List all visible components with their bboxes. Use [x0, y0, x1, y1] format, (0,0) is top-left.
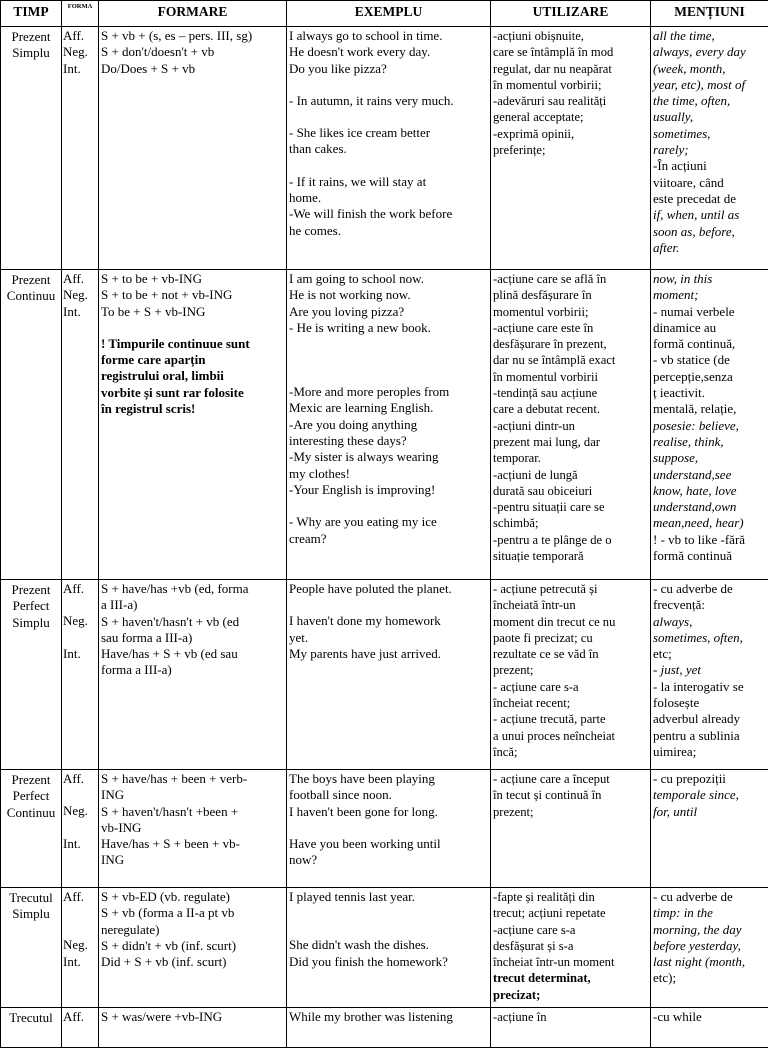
- utilizare-line: moment din trecut ce nu: [493, 614, 648, 630]
- tense-name: [1, 770, 62, 888]
- utilizare-line: desfășurat și s-a: [493, 938, 648, 954]
- mentiuni-line: formă continuă: [653, 548, 766, 564]
- utilizare-line: general acceptate;: [493, 109, 648, 125]
- forma-line: Aff.: [63, 771, 98, 787]
- timp-line: Perfect: [3, 598, 59, 614]
- formation-cell: [99, 770, 287, 888]
- formare-line: S + vb (forma a II-a pt vb: [101, 905, 284, 921]
- mentiuni-line: folosește: [653, 695, 766, 711]
- formare-line: forma a III-a): [101, 662, 284, 678]
- mentiuni-line: suppose,: [653, 450, 766, 466]
- utilizare-line: -tendință sau acțiune: [493, 385, 648, 401]
- blank-line: [289, 352, 488, 368]
- blank-line: [63, 787, 98, 803]
- mentiuni-line: dinamice au: [653, 320, 766, 336]
- mentiuni-line: - cu prepoziții: [653, 771, 766, 787]
- formare-line: S + don't/doesn't + vb: [101, 44, 284, 60]
- header-exemplu: EXEMPLU: [287, 1, 491, 27]
- timp-line: Prezent: [3, 582, 59, 598]
- forma-line: Neg.: [63, 803, 98, 819]
- exemplu-line: -Are you doing anything: [289, 417, 488, 433]
- utilizare-line: trecut; acțiuni repetate: [493, 905, 648, 921]
- utilizare-line: - acțiune care a început: [493, 771, 648, 787]
- mentiuni-line: etc);: [653, 970, 766, 986]
- example-cell: [287, 770, 491, 888]
- timp-line: Perfect: [3, 788, 59, 804]
- exemplu-line: than cakes.: [289, 141, 488, 157]
- mentiuni-line: - cu adverbe de: [653, 889, 766, 905]
- timp-line: Prezent: [3, 29, 59, 45]
- exemplu-line: The boys have been playing: [289, 771, 488, 787]
- mentiuni-line: if, when, until as: [653, 207, 766, 223]
- formare-line: S + haven't/hasn't +been +: [101, 804, 284, 820]
- exemplu-line: cream?: [289, 531, 488, 547]
- continuous-note-line: forme care aparțin: [101, 352, 284, 368]
- mentiuni-line: - la interogativ se: [653, 679, 766, 695]
- exemplu-line: I haven't done my homework: [289, 613, 488, 629]
- tense-name: [1, 580, 62, 770]
- mentiuni-line: moment;: [653, 287, 766, 303]
- formare-line: S + vb-ED (vb. regulate): [101, 889, 284, 905]
- mentiuni-line: before yesterday,: [653, 938, 766, 954]
- utilizare-line: prezent mai lung, dar: [493, 434, 648, 450]
- usage-cell: [491, 1008, 651, 1048]
- formare-line: S + was/were +vb-ING: [101, 1009, 284, 1025]
- formare-line: S + haven't/hasn't + vb (ed: [101, 614, 284, 630]
- timp-line: Trecutul: [3, 890, 59, 906]
- mentiuni-line: formă continuă,: [653, 336, 766, 352]
- mentiuni-line: percepție,senza: [653, 369, 766, 385]
- mentiuni-line: timp: in the: [653, 905, 766, 921]
- mentiuni-line: after.: [653, 240, 766, 256]
- exemplu-line: -My sister is always wearing: [289, 449, 488, 465]
- utilizare-line: preferințe;: [493, 142, 648, 158]
- mentiuni-line: now, in this: [653, 271, 766, 287]
- tense-row: [1, 770, 768, 888]
- formare-line: S + vb + (s, es – pers. III, sg): [101, 28, 284, 44]
- formare-line: neregulate): [101, 922, 284, 938]
- forma-line: Neg.: [63, 937, 98, 953]
- exemplu-line: Have you been working until: [289, 836, 488, 852]
- exemplu-line: Did you finish the homework?: [289, 954, 488, 970]
- mentiuni-line: morning, the day: [653, 922, 766, 938]
- example-cell: [287, 1008, 491, 1048]
- blank-line: [289, 498, 488, 514]
- exemplu-line: He doesn't work every day.: [289, 44, 488, 60]
- utilizare-line: regulat, dar nu neapărat: [493, 61, 648, 77]
- formare-line: a III-a): [101, 597, 284, 613]
- tense-name: [1, 1008, 62, 1048]
- mentiuni-line: temporale since,: [653, 787, 766, 803]
- mentiuni-line: ț ieactivit.: [653, 385, 766, 401]
- utilizare-line: schimbă;: [493, 515, 648, 531]
- mentiuni-line: always,: [653, 614, 766, 630]
- forma-line: Int.: [63, 836, 98, 852]
- utilizare-line: care se întâmplă în mod: [493, 44, 648, 60]
- forma-line: Aff.: [63, 28, 98, 44]
- exemplu-line: -More and more peroples from: [289, 384, 488, 400]
- utilizare-line: -acțiune care este în: [493, 320, 648, 336]
- continuous-note-line: registrului oral, limbii: [101, 368, 284, 384]
- formation-cell: [99, 580, 287, 770]
- exemplu-line: Are you loving pizza?: [289, 304, 488, 320]
- notes-cell: [651, 27, 768, 270]
- mentiuni-line: posesie: believe,: [653, 418, 766, 434]
- continuous-note-line: în registrul scris!: [101, 401, 284, 417]
- header-row: [1, 1, 768, 27]
- notes-cell: [651, 770, 768, 888]
- mentiuni-line: uimirea;: [653, 744, 766, 760]
- header-forma: FORMA: [62, 1, 99, 27]
- formation-cell: [99, 888, 287, 1008]
- mentiuni-line: etc;: [653, 646, 766, 662]
- mentiuni-line: adverbul already: [653, 711, 766, 727]
- form-type: [62, 770, 99, 888]
- timp-line: Continuu: [3, 805, 59, 821]
- utilizare-line: prezent;: [493, 662, 648, 678]
- blank-line: [289, 368, 488, 384]
- mentiuni-line: - just, yet: [653, 662, 766, 678]
- utilizare-line: care a debutat recent.: [493, 401, 648, 417]
- exemplu-line: now?: [289, 852, 488, 868]
- exemplu-line: football since noon.: [289, 787, 488, 803]
- mentiuni-line: all the time,: [653, 28, 766, 44]
- utilizare-line: - acțiune care s-a: [493, 679, 648, 695]
- mentiuni-line: mean,need, hear): [653, 515, 766, 531]
- formation-cell: [99, 270, 287, 580]
- exemplu-line: - In autumn, it rains very much.: [289, 93, 488, 109]
- utilizare-line: desfășurare în prezent,: [493, 336, 648, 352]
- usage-cell: [491, 270, 651, 580]
- mentiuni-line: - numai verbele: [653, 304, 766, 320]
- utilizare-line: încheiat recent;: [493, 695, 648, 711]
- tense-name: [1, 27, 62, 270]
- utilizare-line: durată sau obiceiuri: [493, 483, 648, 499]
- utilizare-line: precizat;: [493, 987, 648, 1003]
- form-type: [62, 888, 99, 1008]
- utilizare-line: momentul vorbirii;: [493, 304, 648, 320]
- mentiuni-line: ! - vb to like -fără: [653, 532, 766, 548]
- blank-line: [101, 320, 284, 336]
- timp-line: Trecutul: [3, 1010, 59, 1026]
- exemplu-line: I am going to school now.: [289, 271, 488, 287]
- blank-line: [63, 921, 98, 937]
- tense-row: [1, 888, 768, 1008]
- example-cell: [287, 580, 491, 770]
- formation-cell: [99, 27, 287, 270]
- notes-cell: [651, 888, 768, 1008]
- exemplu-line: While my brother was listening: [289, 1009, 488, 1025]
- mentiuni-line: for, until: [653, 804, 766, 820]
- mentiuni-line: soon as, before,: [653, 224, 766, 240]
- blank-line: [289, 921, 488, 937]
- utilizare-line: situație temporară: [493, 548, 648, 564]
- utilizare-line: plină desfășurare în: [493, 287, 648, 303]
- utilizare-line: încheiată într-un: [493, 597, 648, 613]
- blank-line: [63, 630, 98, 646]
- exemplu-line: -Your English is improving!: [289, 482, 488, 498]
- form-type: [62, 580, 99, 770]
- example-cell: [287, 888, 491, 1008]
- forma-line: Neg.: [63, 613, 98, 629]
- utilizare-line: prezent;: [493, 804, 648, 820]
- formare-line: vb-ING: [101, 820, 284, 836]
- usage-cell: [491, 770, 651, 888]
- exemplu-line: Do you like pizza?: [289, 61, 488, 77]
- mentiuni-line: year, etc), most of: [653, 77, 766, 93]
- form-type: [62, 1008, 99, 1048]
- usage-cell: [491, 888, 651, 1008]
- mentiuni-line: frecvență:: [653, 597, 766, 613]
- formare-line: S + to be + not + vb-ING: [101, 287, 284, 303]
- exemplu-line: People have poluted the planet.: [289, 581, 488, 597]
- tense-row: [1, 580, 768, 770]
- utilizare-line: -pentru a te plânge de o: [493, 532, 648, 548]
- formare-line: sau forma a III-a): [101, 630, 284, 646]
- forma-line: Aff.: [63, 271, 98, 287]
- usage-cell: [491, 580, 651, 770]
- exemplu-line: I haven't been gone for long.: [289, 804, 488, 820]
- forma-line: Int.: [63, 954, 98, 970]
- exemplu-line: I always go to school in time.: [289, 28, 488, 44]
- utilizare-line: -acțiune în: [493, 1009, 648, 1025]
- utilizare-line: -adevăruri sau realități: [493, 93, 648, 109]
- formare-line: Have/has + S + vb (ed sau: [101, 646, 284, 662]
- tense-name: [1, 888, 62, 1008]
- utilizare-line: în tecut și continuă în: [493, 787, 648, 803]
- header-mentiuni: MENȚIUNI: [651, 1, 768, 27]
- tense-row: [1, 1008, 768, 1048]
- forma-line: Int.: [63, 646, 98, 662]
- blank-line: [63, 820, 98, 836]
- mentiuni-line: understand,see: [653, 467, 766, 483]
- formare-line: Do/Does + S + vb: [101, 61, 284, 77]
- utilizare-line: -acțiuni de lungă: [493, 467, 648, 483]
- mentiuni-line: (week, month,: [653, 61, 766, 77]
- utilizare-line: dar nu se întâmplă exact: [493, 352, 648, 368]
- mentiuni-line: sometimes, often,: [653, 630, 766, 646]
- utilizare-line: în momentul vorbirii;: [493, 77, 648, 93]
- blank-line: [289, 905, 488, 921]
- exemplu-line: yet.: [289, 630, 488, 646]
- forma-line: Int.: [63, 304, 98, 320]
- mentiuni-line: usually,: [653, 109, 766, 125]
- utilizare-line: -acțiuni dintr-un: [493, 418, 648, 434]
- continuous-note-line: ! Timpurile continuue sunt: [101, 336, 284, 352]
- mentiuni-line: realise, think,: [653, 434, 766, 450]
- timp-line: Simplu: [3, 615, 59, 631]
- timp-line: Simplu: [3, 45, 59, 61]
- mentiuni-line: - vb statice (de: [653, 352, 766, 368]
- exemplu-line: She didn't wash the dishes.: [289, 937, 488, 953]
- exemplu-line: my clothes!: [289, 466, 488, 482]
- blank-line: [289, 77, 488, 93]
- form-type: [62, 270, 99, 580]
- exemplu-line: Mexic are learning English.: [289, 400, 488, 416]
- formare-line: S + have/has +vb (ed, forma: [101, 581, 284, 597]
- blank-line: [63, 905, 98, 921]
- mentiuni-line: -În acțiuni: [653, 158, 766, 174]
- utilizare-line: încă;: [493, 744, 648, 760]
- mentiuni-line: pentru a sublinia: [653, 728, 766, 744]
- mentiuni-line: last night (month,: [653, 954, 766, 970]
- utilizare-line: încheiat într-un moment: [493, 954, 648, 970]
- example-cell: [287, 270, 491, 580]
- utilizare-line: - acțiune petrecută și: [493, 581, 648, 597]
- utilizare-line: -pentru situații care se: [493, 499, 648, 515]
- mentiuni-line: always, every day: [653, 44, 766, 60]
- blank-line: [289, 597, 488, 613]
- header-timp: TIMP: [1, 1, 62, 27]
- formation-cell: [99, 1008, 287, 1048]
- utilizare-line: în momentul vorbirii: [493, 369, 648, 385]
- header-utilizare: UTILIZARE: [491, 1, 651, 27]
- forma-line: Aff.: [63, 581, 98, 597]
- utilizare-line: - acțiune trecută, parte: [493, 711, 648, 727]
- formare-line: S + to be + vb-ING: [101, 271, 284, 287]
- utilizare-line: trecut determinat,: [493, 970, 648, 986]
- utilizare-line: -exprimă opinii,: [493, 126, 648, 142]
- continuous-note-line: vorbite și sunt rar folosite: [101, 385, 284, 401]
- exemplu-line: My parents have just arrived.: [289, 646, 488, 662]
- forma-line: Neg.: [63, 287, 98, 303]
- formare-line: Have/has + S + been + vb-: [101, 836, 284, 852]
- utilizare-line: -fapte și realități din: [493, 889, 648, 905]
- mentiuni-line: rarely;: [653, 142, 766, 158]
- notes-cell: [651, 270, 768, 580]
- tense-row: [1, 270, 768, 580]
- example-cell: [287, 27, 491, 270]
- formare-line: To be + S + vb-ING: [101, 304, 284, 320]
- forma-line: Int.: [63, 61, 98, 77]
- blank-line: [289, 336, 488, 352]
- mentiuni-line: viitoare, când: [653, 175, 766, 191]
- mentiuni-line: sometimes,: [653, 126, 766, 142]
- mentiuni-line: understand,own: [653, 499, 766, 515]
- exemplu-line: he comes.: [289, 223, 488, 239]
- mentiuni-line: the time, often,: [653, 93, 766, 109]
- mentiuni-line: mentală, relație,: [653, 401, 766, 417]
- utilizare-line: -acțiuni obișnuite,: [493, 28, 648, 44]
- utilizare-line: rezultate ce se văd în: [493, 646, 648, 662]
- formare-line: S + have/has + been + verb-: [101, 771, 284, 787]
- timp-line: Continuu: [3, 288, 59, 304]
- utilizare-line: paote fi precizat; cu: [493, 630, 648, 646]
- exemplu-line: - Why are you eating my ice: [289, 514, 488, 530]
- formare-line: S + didn't + vb (inf. scurt): [101, 938, 284, 954]
- exemplu-line: He is not working now.: [289, 287, 488, 303]
- formare-line: ING: [101, 852, 284, 868]
- timp-line: Prezent: [3, 272, 59, 288]
- mentiuni-line: este precedat de: [653, 191, 766, 207]
- utilizare-line: -acțiune care s-a: [493, 922, 648, 938]
- exemplu-line: I played tennis last year.: [289, 889, 488, 905]
- blank-line: [289, 158, 488, 174]
- blank-line: [289, 820, 488, 836]
- header-formare: FORMARE: [99, 1, 287, 27]
- utilizare-line: -acțiune care se află în: [493, 271, 648, 287]
- forma-line: Neg.: [63, 44, 98, 60]
- utilizare-line: a unui proces neîncheiat: [493, 728, 648, 744]
- blank-line: [289, 109, 488, 125]
- blank-line: [63, 597, 98, 613]
- mentiuni-line: -cu while: [653, 1009, 766, 1025]
- exemplu-line: home.: [289, 190, 488, 206]
- tense-row: [1, 27, 768, 270]
- exemplu-line: interesting these days?: [289, 433, 488, 449]
- exemplu-line: - If it rains, we will stay at: [289, 174, 488, 190]
- formare-line: ING: [101, 787, 284, 803]
- timp-line: Prezent: [3, 772, 59, 788]
- utilizare-line: temporar.: [493, 450, 648, 466]
- form-type: [62, 27, 99, 270]
- mentiuni-line: know, hate, love: [653, 483, 766, 499]
- notes-cell: [651, 1008, 768, 1048]
- forma-line: Aff.: [63, 889, 98, 905]
- usage-cell: [491, 27, 651, 270]
- notes-cell: [651, 580, 768, 770]
- mentiuni-line: - cu adverbe de: [653, 581, 766, 597]
- formare-line: Did + S + vb (inf. scurt): [101, 954, 284, 970]
- exemplu-line: -We will finish the work before: [289, 206, 488, 222]
- forma-line: Aff.: [63, 1009, 98, 1025]
- exemplu-line: - He is writing a new book.: [289, 320, 488, 336]
- tense-name: [1, 270, 62, 580]
- timp-line: Simplu: [3, 906, 59, 922]
- exemplu-line: - She likes ice cream better: [289, 125, 488, 141]
